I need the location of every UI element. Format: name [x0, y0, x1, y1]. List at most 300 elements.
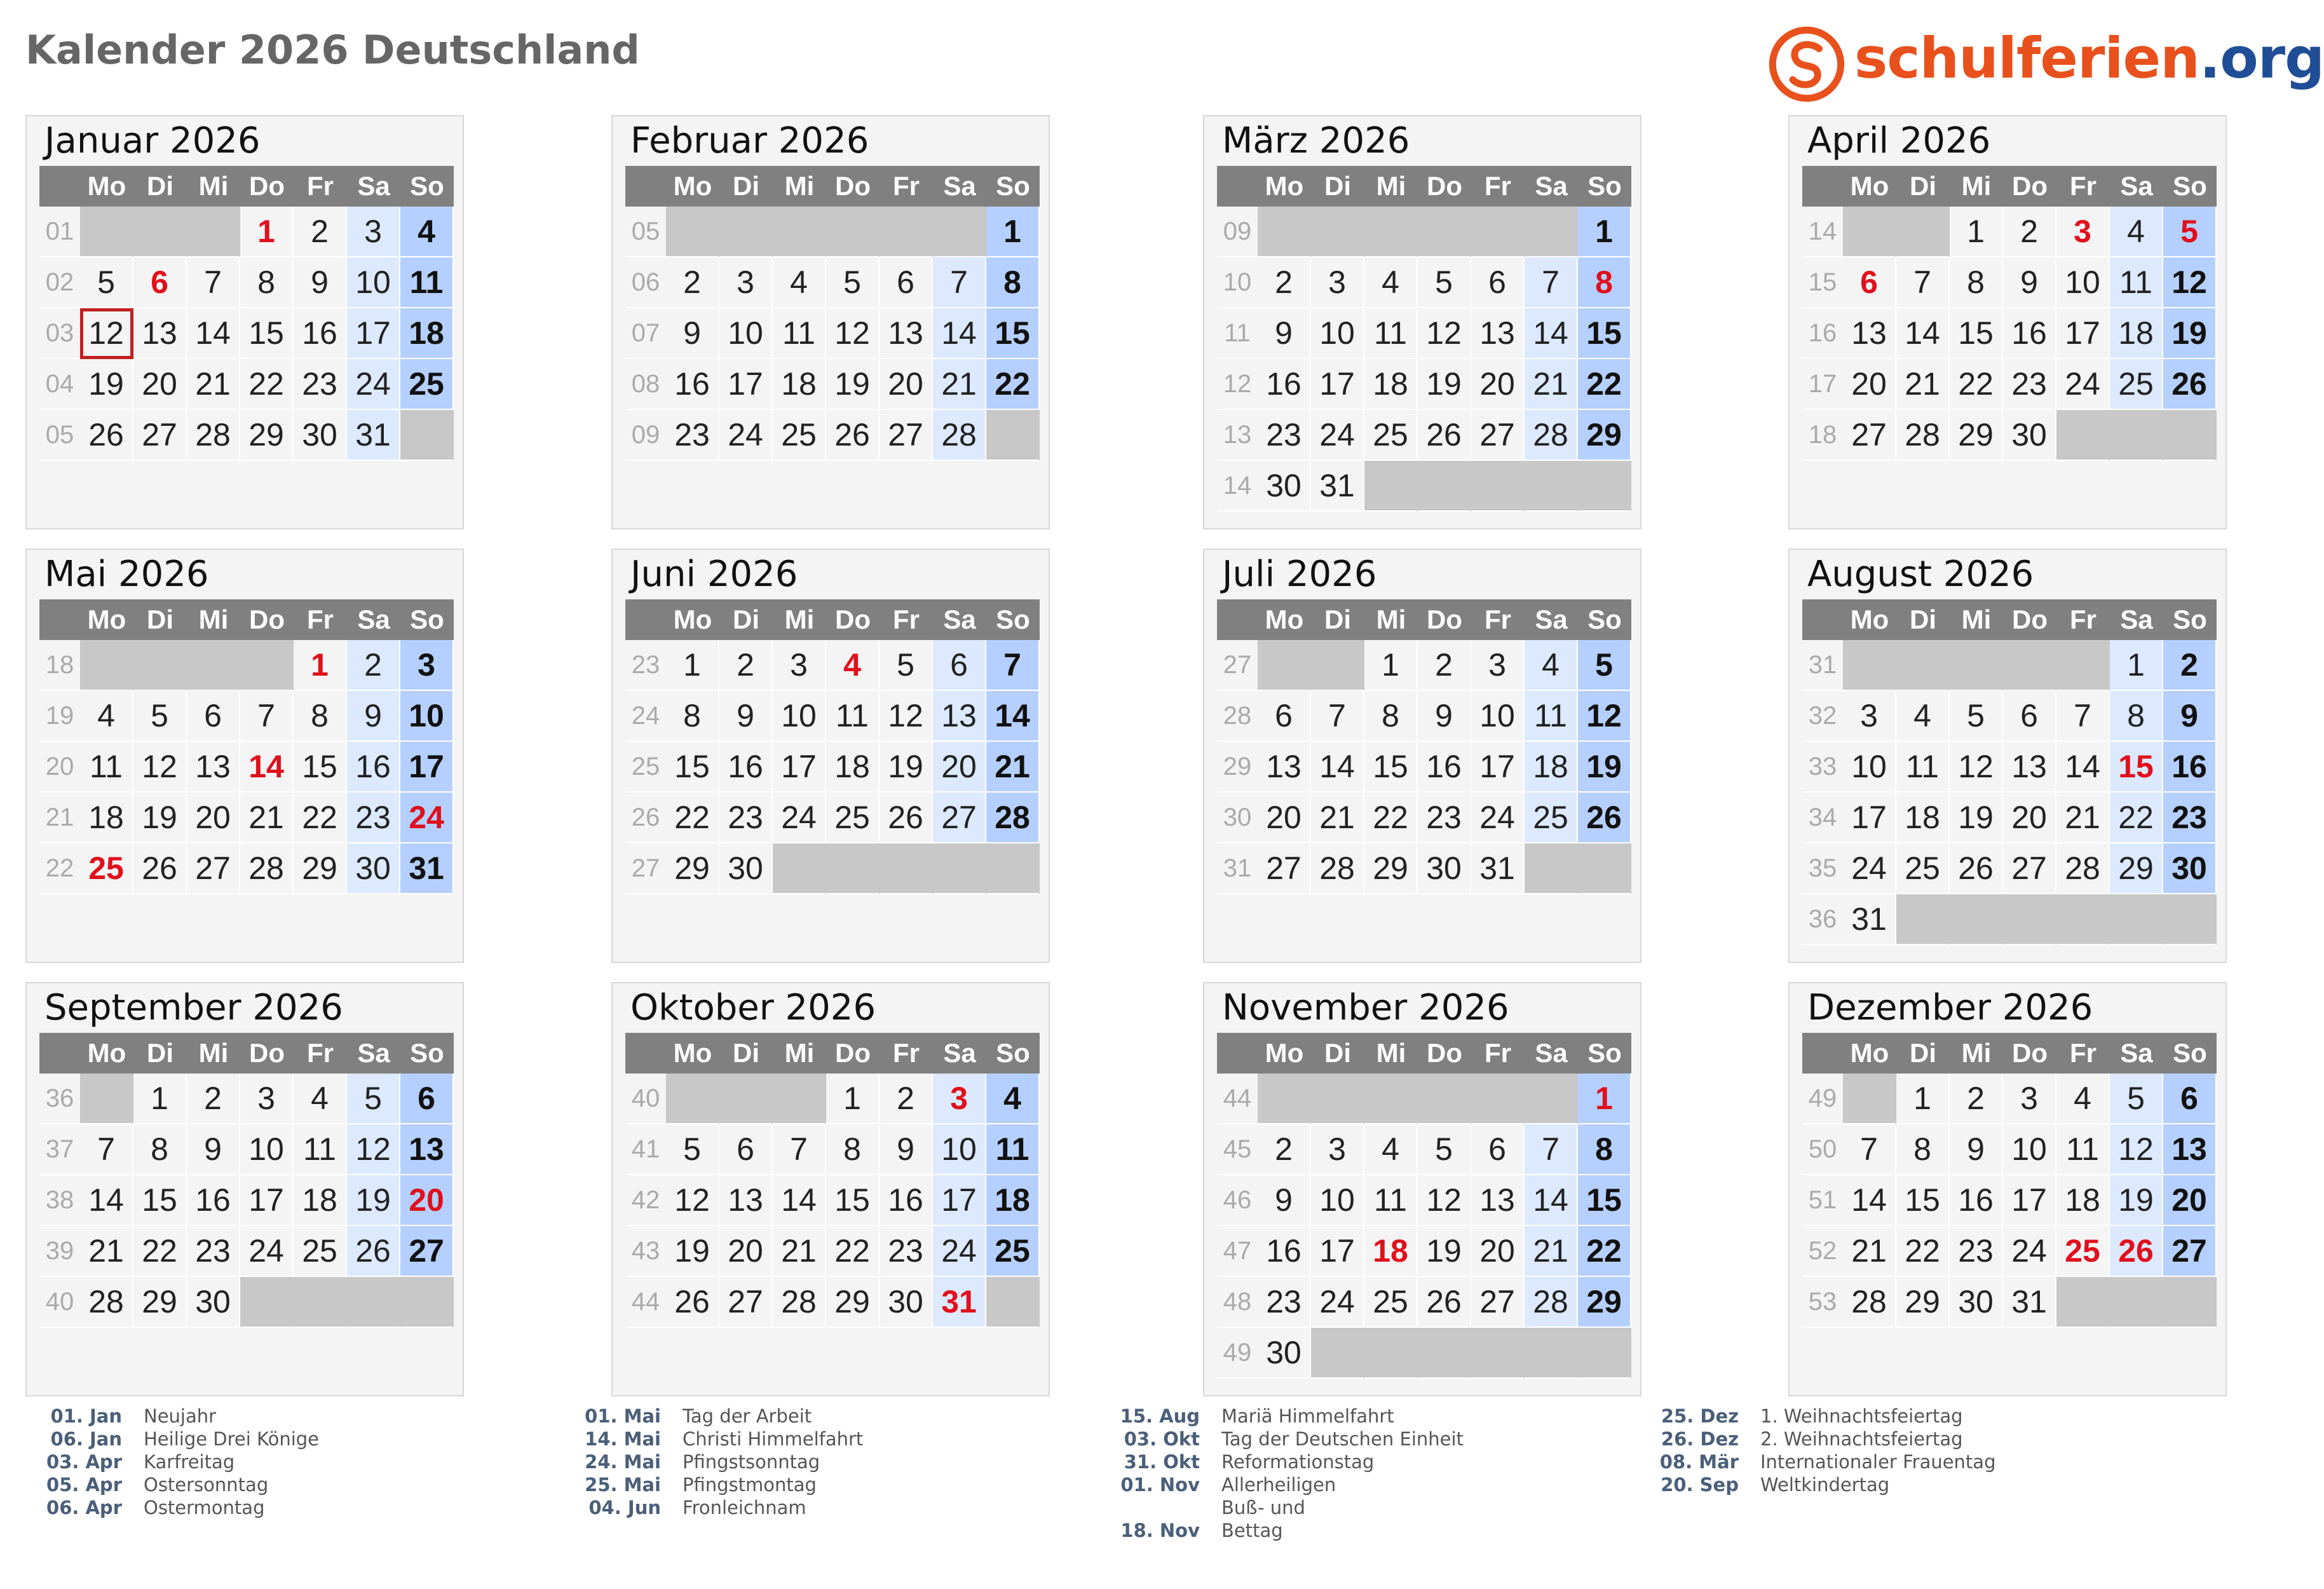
day-cell[interactable]: 9: [1258, 1175, 1311, 1226]
day-cell[interactable]: 10: [1311, 1175, 1364, 1226]
day-cell[interactable]: 12: [1578, 691, 1631, 742]
holiday-day-cell[interactable]: 6: [1843, 257, 1896, 308]
day-cell[interactable]: 6: [880, 257, 933, 308]
day-cell[interactable]: 29: [294, 843, 347, 894]
day-cell[interactable]: 3: [773, 640, 826, 691]
day-cell[interactable]: 4: [986, 1074, 1040, 1124]
day-cell[interactable]: 21: [80, 1226, 133, 1277]
day-cell[interactable]: 14: [986, 691, 1040, 742]
day-cell[interactable]: 21: [1311, 793, 1364, 843]
day-cell[interactable]: 22: [133, 1226, 187, 1277]
day-cell[interactable]: 17: [2056, 308, 2110, 359]
day-cell[interactable]: 28: [1843, 1277, 1896, 1328]
day-cell[interactable]: 18: [400, 308, 454, 359]
day-cell[interactable]: 9: [719, 691, 773, 742]
day-cell[interactable]: 9: [294, 257, 347, 308]
day-cell[interactable]: 31: [1471, 843, 1525, 894]
day-cell[interactable]: 7: [773, 1124, 826, 1175]
day-cell[interactable]: 31: [1843, 894, 1896, 945]
day-cell[interactable]: 21: [986, 742, 1040, 793]
day-cell[interactable]: 14: [2056, 742, 2110, 793]
day-cell[interactable]: 11: [986, 1124, 1040, 1175]
day-cell[interactable]: 18: [826, 742, 880, 793]
day-cell[interactable]: 30: [1258, 1328, 1311, 1379]
day-cell[interactable]: 4: [80, 691, 133, 742]
day-cell[interactable]: 10: [1311, 308, 1364, 359]
day-cell[interactable]: 25: [986, 1226, 1040, 1277]
day-cell[interactable]: 30: [294, 410, 347, 461]
day-cell[interactable]: 11: [400, 257, 454, 308]
day-cell[interactable]: 6: [719, 1124, 773, 1175]
day-cell[interactable]: 19: [133, 793, 187, 843]
day-cell[interactable]: 30: [1418, 843, 1471, 894]
day-cell[interactable]: 23: [1950, 1226, 2003, 1277]
day-cell[interactable]: 15: [1578, 1175, 1631, 1226]
day-cell[interactable]: 24: [240, 1226, 294, 1277]
day-cell[interactable]: 2: [666, 257, 719, 308]
day-cell[interactable]: 13: [400, 1124, 454, 1175]
day-cell[interactable]: 21: [933, 359, 986, 410]
day-cell[interactable]: 28: [986, 793, 1040, 843]
day-cell[interactable]: 16: [2163, 742, 2217, 793]
day-cell[interactable]: 6: [1258, 691, 1311, 742]
day-cell[interactable]: 30: [187, 1277, 240, 1328]
day-cell[interactable]: 29: [133, 1277, 187, 1328]
day-cell[interactable]: 22: [986, 359, 1040, 410]
day-cell[interactable]: 2: [880, 1074, 933, 1124]
holiday-day-cell[interactable]: 1: [1578, 1074, 1631, 1124]
day-cell[interactable]: 25: [1896, 843, 1950, 894]
day-cell[interactable]: 23: [1418, 793, 1471, 843]
day-cell[interactable]: 11: [1896, 742, 1950, 793]
day-cell[interactable]: 29: [1896, 1277, 1950, 1328]
day-cell[interactable]: 6: [187, 691, 240, 742]
day-cell[interactable]: 18: [2110, 308, 2163, 359]
day-cell[interactable]: 18: [1525, 742, 1578, 793]
holiday-day-cell[interactable]: 14: [240, 742, 294, 793]
day-cell[interactable]: 25: [294, 1226, 347, 1277]
day-cell[interactable]: 7: [1525, 1124, 1578, 1175]
day-cell[interactable]: 9: [187, 1124, 240, 1175]
day-cell[interactable]: 7: [187, 257, 240, 308]
day-cell[interactable]: 23: [187, 1226, 240, 1277]
day-cell[interactable]: 17: [773, 742, 826, 793]
day-cell[interactable]: 30: [1258, 461, 1311, 512]
day-cell[interactable]: 11: [2056, 1124, 2110, 1175]
day-cell[interactable]: 5: [666, 1124, 719, 1175]
day-cell[interactable]: 14: [1843, 1175, 1896, 1226]
day-cell[interactable]: 21: [1896, 359, 1950, 410]
day-cell[interactable]: 8: [2110, 691, 2163, 742]
day-cell[interactable]: 28: [1525, 410, 1578, 461]
day-cell[interactable]: 27: [1258, 843, 1311, 894]
day-cell[interactable]: 15: [240, 308, 294, 359]
day-cell[interactable]: 6: [1471, 257, 1525, 308]
day-cell[interactable]: 19: [80, 359, 133, 410]
day-cell[interactable]: 16: [666, 359, 719, 410]
day-cell[interactable]: 28: [80, 1277, 133, 1328]
day-cell[interactable]: 5: [80, 257, 133, 308]
day-cell[interactable]: 2: [719, 640, 773, 691]
day-cell[interactable]: 2: [2003, 207, 2056, 257]
day-cell[interactable]: 27: [933, 793, 986, 843]
day-cell[interactable]: 24: [1843, 843, 1896, 894]
day-cell[interactable]: 16: [294, 308, 347, 359]
day-cell[interactable]: 12: [1418, 308, 1471, 359]
holiday-day-cell[interactable]: 31: [933, 1277, 986, 1328]
holiday-day-cell[interactable]: 3: [933, 1074, 986, 1124]
day-cell[interactable]: 19: [2163, 308, 2217, 359]
day-cell[interactable]: 1: [826, 1074, 880, 1124]
day-cell[interactable]: 2: [1258, 1124, 1311, 1175]
holiday-day-cell[interactable]: 25: [80, 843, 133, 894]
day-cell[interactable]: 16: [1950, 1175, 2003, 1226]
day-cell[interactable]: 24: [2056, 359, 2110, 410]
day-cell[interactable]: 25: [2110, 359, 2163, 410]
day-cell[interactable]: 9: [666, 308, 719, 359]
day-cell[interactable]: 4: [1364, 1124, 1418, 1175]
day-cell[interactable]: 19: [1950, 793, 2003, 843]
day-cell[interactable]: 8: [1578, 1124, 1631, 1175]
day-cell[interactable]: 9: [1418, 691, 1471, 742]
day-cell[interactable]: 7: [933, 257, 986, 308]
day-cell[interactable]: 16: [347, 742, 400, 793]
day-cell[interactable]: 16: [880, 1175, 933, 1226]
day-cell[interactable]: 17: [400, 742, 454, 793]
holiday-day-cell[interactable]: 6: [133, 257, 187, 308]
day-cell[interactable]: 25: [1364, 410, 1418, 461]
day-cell[interactable]: 22: [1896, 1226, 1950, 1277]
day-cell[interactable]: 7: [1896, 257, 1950, 308]
day-cell[interactable]: 26: [1950, 843, 2003, 894]
day-cell[interactable]: 14: [773, 1175, 826, 1226]
day-cell[interactable]: 12: [826, 308, 880, 359]
day-cell[interactable]: 19: [2110, 1175, 2163, 1226]
day-cell[interactable]: 27: [2163, 1226, 2217, 1277]
day-cell[interactable]: 8: [1896, 1124, 1950, 1175]
site-logo[interactable]: [1768, 23, 2324, 104]
day-cell[interactable]: 16: [2003, 308, 2056, 359]
day-cell[interactable]: 10: [1471, 691, 1525, 742]
day-cell[interactable]: 2: [2163, 640, 2217, 691]
day-cell[interactable]: 5: [2110, 1074, 2163, 1124]
day-cell[interactable]: 5: [880, 640, 933, 691]
day-cell[interactable]: 26: [80, 410, 133, 461]
day-cell[interactable]: 3: [347, 207, 400, 257]
day-cell[interactable]: 22: [240, 359, 294, 410]
day-cell[interactable]: 5: [347, 1074, 400, 1124]
day-cell[interactable]: 21: [1843, 1226, 1896, 1277]
day-cell[interactable]: 24: [933, 1226, 986, 1277]
day-cell[interactable]: 10: [2003, 1124, 2056, 1175]
day-cell[interactable]: 1: [1950, 207, 2003, 257]
day-cell[interactable]: 21: [1525, 359, 1578, 410]
day-cell[interactable]: 2: [1950, 1074, 2003, 1124]
day-cell[interactable]: 7: [2056, 691, 2110, 742]
day-cell[interactable]: 12: [133, 742, 187, 793]
holiday-day-cell[interactable]: 3: [2056, 207, 2110, 257]
day-cell[interactable]: 28: [933, 410, 986, 461]
day-cell[interactable]: 11: [80, 742, 133, 793]
holiday-day-cell[interactable]: 8: [1578, 257, 1631, 308]
day-cell[interactable]: 14: [1525, 1175, 1578, 1226]
day-cell[interactable]: 8: [133, 1124, 187, 1175]
day-cell[interactable]: 7: [1311, 691, 1364, 742]
holiday-day-cell[interactable]: 5: [2163, 207, 2217, 257]
day-cell[interactable]: 16: [1258, 1226, 1311, 1277]
day-cell[interactable]: 8: [666, 691, 719, 742]
day-cell[interactable]: 20: [2003, 793, 2056, 843]
day-cell[interactable]: 28: [240, 843, 294, 894]
day-cell[interactable]: 1: [986, 207, 1040, 257]
day-cell[interactable]: 20: [1258, 793, 1311, 843]
day-cell[interactable]: 4: [1364, 257, 1418, 308]
day-cell[interactable]: 20: [880, 359, 933, 410]
day-cell[interactable]: 25: [773, 410, 826, 461]
day-cell[interactable]: 14: [1896, 308, 1950, 359]
day-cell[interactable]: 6: [400, 1074, 454, 1124]
day-cell[interactable]: 21: [2056, 793, 2110, 843]
day-cell[interactable]: 23: [347, 793, 400, 843]
day-cell[interactable]: 23: [880, 1226, 933, 1277]
day-cell[interactable]: 12: [2163, 257, 2217, 308]
day-cell[interactable]: 4: [773, 257, 826, 308]
day-cell[interactable]: 24: [2003, 1226, 2056, 1277]
day-cell[interactable]: 15: [133, 1175, 187, 1226]
day-cell[interactable]: 18: [80, 793, 133, 843]
day-cell[interactable]: 29: [1950, 410, 2003, 461]
day-cell[interactable]: 19: [826, 359, 880, 410]
day-cell[interactable]: 10: [719, 308, 773, 359]
day-cell[interactable]: 15: [1950, 308, 2003, 359]
day-cell[interactable]: 13: [1471, 308, 1525, 359]
day-cell[interactable]: 12: [1950, 742, 2003, 793]
day-cell[interactable]: 14: [187, 308, 240, 359]
day-cell[interactable]: 31: [1311, 461, 1364, 512]
day-cell[interactable]: 21: [187, 359, 240, 410]
day-cell[interactable]: 31: [347, 410, 400, 461]
day-cell[interactable]: 1: [1364, 640, 1418, 691]
day-cell[interactable]: 10: [1843, 742, 1896, 793]
day-cell[interactable]: 20: [1471, 1226, 1525, 1277]
day-cell[interactable]: 19: [1418, 1226, 1471, 1277]
day-cell[interactable]: 10: [347, 257, 400, 308]
day-cell[interactable]: 13: [1471, 1175, 1525, 1226]
holiday-day-cell[interactable]: 25: [2056, 1226, 2110, 1277]
day-cell[interactable]: 28: [1311, 843, 1364, 894]
day-cell[interactable]: 9: [1258, 308, 1311, 359]
holiday-day-cell[interactable]: 1: [294, 640, 347, 691]
day-cell[interactable]: 17: [240, 1175, 294, 1226]
day-cell[interactable]: 4: [294, 1074, 347, 1124]
day-cell[interactable]: 18: [2056, 1175, 2110, 1226]
day-cell[interactable]: 7: [986, 640, 1040, 691]
day-cell[interactable]: 13: [2003, 742, 2056, 793]
day-cell[interactable]: 31: [2003, 1277, 2056, 1328]
day-cell[interactable]: 12: [347, 1124, 400, 1175]
day-cell[interactable]: 8: [1950, 257, 2003, 308]
day-cell[interactable]: 17: [719, 359, 773, 410]
day-cell[interactable]: 20: [719, 1226, 773, 1277]
day-cell[interactable]: 20: [2163, 1175, 2217, 1226]
day-cell[interactable]: 3: [240, 1074, 294, 1124]
day-cell[interactable]: 9: [880, 1124, 933, 1175]
day-cell[interactable]: 3: [1843, 691, 1896, 742]
day-cell[interactable]: 27: [719, 1277, 773, 1328]
day-cell[interactable]: 22: [666, 793, 719, 843]
day-cell[interactable]: 13: [933, 691, 986, 742]
day-cell[interactable]: 6: [2003, 691, 2056, 742]
day-cell[interactable]: 18: [986, 1175, 1040, 1226]
day-cell[interactable]: 22: [1364, 793, 1418, 843]
day-cell[interactable]: 3: [2003, 1074, 2056, 1124]
day-cell[interactable]: 15: [294, 742, 347, 793]
day-cell[interactable]: 6: [2163, 1074, 2217, 1124]
day-cell[interactable]: 14: [80, 1175, 133, 1226]
day-cell[interactable]: 28: [773, 1277, 826, 1328]
day-cell[interactable]: 17: [1311, 359, 1364, 410]
day-cell[interactable]: 17: [2003, 1175, 2056, 1226]
day-cell[interactable]: 7: [1525, 257, 1578, 308]
day-cell[interactable]: 9: [2003, 257, 2056, 308]
day-cell[interactable]: 6: [1471, 1124, 1525, 1175]
day-cell[interactable]: 27: [880, 410, 933, 461]
day-cell[interactable]: 8: [826, 1124, 880, 1175]
holiday-day-cell[interactable]: 15: [2110, 742, 2163, 793]
day-cell[interactable]: 20: [187, 793, 240, 843]
day-cell[interactable]: 30: [2163, 843, 2217, 894]
day-cell[interactable]: 24: [347, 359, 400, 410]
day-cell[interactable]: 21: [773, 1226, 826, 1277]
day-cell[interactable]: 4: [1896, 691, 1950, 742]
holiday-day-cell[interactable]: 20: [400, 1175, 454, 1226]
day-cell[interactable]: 16: [1258, 359, 1311, 410]
day-cell[interactable]: 16: [719, 742, 773, 793]
day-cell[interactable]: 1: [133, 1074, 187, 1124]
day-cell[interactable]: 20: [933, 742, 986, 793]
day-cell[interactable]: 30: [880, 1277, 933, 1328]
day-cell[interactable]: 23: [719, 793, 773, 843]
day-cell[interactable]: 30: [1950, 1277, 2003, 1328]
day-cell[interactable]: 4: [2056, 1074, 2110, 1124]
day-cell[interactable]: 2: [1418, 640, 1471, 691]
day-cell[interactable]: 8: [1364, 691, 1418, 742]
day-cell[interactable]: 12: [666, 1175, 719, 1226]
day-cell[interactable]: 9: [2163, 691, 2217, 742]
day-cell[interactable]: 7: [240, 691, 294, 742]
day-cell[interactable]: 5: [826, 257, 880, 308]
day-cell[interactable]: 2: [1258, 257, 1311, 308]
day-cell[interactable]: 22: [1578, 359, 1631, 410]
day-cell[interactable]: 14: [1525, 308, 1578, 359]
day-cell[interactable]: 14: [1311, 742, 1364, 793]
holiday-day-cell[interactable]: 24: [400, 793, 454, 843]
holiday-day-cell[interactable]: 1: [240, 207, 294, 257]
day-cell[interactable]: 4: [400, 207, 454, 257]
day-cell[interactable]: 18: [1364, 359, 1418, 410]
day-cell[interactable]: 27: [2003, 843, 2056, 894]
day-cell[interactable]: 26: [1418, 1277, 1471, 1328]
day-cell[interactable]: 2: [187, 1074, 240, 1124]
day-cell[interactable]: 9: [347, 691, 400, 742]
day-cell[interactable]: 14: [933, 308, 986, 359]
day-cell[interactable]: 15: [1896, 1175, 1950, 1226]
day-cell[interactable]: 23: [666, 410, 719, 461]
day-cell[interactable]: 15: [1364, 742, 1418, 793]
day-cell[interactable]: 11: [826, 691, 880, 742]
day-cell[interactable]: 24: [1471, 793, 1525, 843]
day-cell[interactable]: 30: [719, 843, 773, 894]
day-cell[interactable]: 29: [2110, 843, 2163, 894]
holiday-day-cell[interactable]: 4: [826, 640, 880, 691]
day-cell[interactable]: 10: [400, 691, 454, 742]
day-cell[interactable]: 9: [1950, 1124, 2003, 1175]
day-cell[interactable]: 19: [1578, 742, 1631, 793]
day-cell[interactable]: 26: [133, 843, 187, 894]
day-cell[interactable]: 22: [826, 1226, 880, 1277]
day-cell[interactable]: 15: [986, 308, 1040, 359]
day-cell[interactable]: 27: [1843, 410, 1896, 461]
day-cell[interactable]: 1: [2110, 640, 2163, 691]
day-cell[interactable]: 29: [1578, 1277, 1631, 1328]
day-cell[interactable]: 29: [1578, 410, 1631, 461]
day-cell[interactable]: 26: [880, 793, 933, 843]
day-cell[interactable]: 5: [133, 691, 187, 742]
day-cell[interactable]: 26: [826, 410, 880, 461]
day-cell[interactable]: 4: [1525, 640, 1578, 691]
holiday-day-cell[interactable]: 18: [1364, 1226, 1418, 1277]
day-cell[interactable]: 25: [826, 793, 880, 843]
day-cell[interactable]: 13: [1258, 742, 1311, 793]
day-cell[interactable]: 2: [347, 640, 400, 691]
day-cell[interactable]: 27: [187, 843, 240, 894]
day-cell[interactable]: 13: [187, 742, 240, 793]
day-cell[interactable]: 23: [294, 359, 347, 410]
day-cell[interactable]: 28: [2056, 843, 2110, 894]
day-cell[interactable]: 29: [1364, 843, 1418, 894]
day-cell[interactable]: 11: [1364, 1175, 1418, 1226]
day-cell[interactable]: 18: [294, 1175, 347, 1226]
day-cell[interactable]: 5: [1418, 1124, 1471, 1175]
day-cell[interactable]: 29: [826, 1277, 880, 1328]
day-cell[interactable]: 13: [1843, 308, 1896, 359]
day-cell[interactable]: 19: [666, 1226, 719, 1277]
day-cell[interactable]: 22: [1578, 1226, 1631, 1277]
day-cell[interactable]: 8: [240, 257, 294, 308]
day-cell[interactable]: 11: [773, 308, 826, 359]
day-cell[interactable]: 12: [880, 691, 933, 742]
day-cell[interactable]: 3: [1311, 257, 1364, 308]
day-cell[interactable]: 27: [1471, 1277, 1525, 1328]
day-cell[interactable]: 21: [240, 793, 294, 843]
day-cell[interactable]: 25: [400, 359, 454, 410]
day-cell[interactable]: 16: [187, 1175, 240, 1226]
day-cell[interactable]: 20: [133, 359, 187, 410]
day-cell[interactable]: 29: [240, 410, 294, 461]
day-cell[interactable]: 10: [933, 1124, 986, 1175]
day-cell[interactable]: 31: [400, 843, 454, 894]
day-cell[interactable]: 22: [1950, 359, 2003, 410]
day-cell[interactable]: 11: [1525, 691, 1578, 742]
day-cell[interactable]: 27: [133, 410, 187, 461]
day-cell[interactable]: 18: [773, 359, 826, 410]
today-cell[interactable]: 12: [80, 308, 133, 359]
day-cell[interactable]: 1: [1578, 207, 1631, 257]
day-cell[interactable]: 23: [2163, 793, 2217, 843]
day-cell[interactable]: 11: [1364, 308, 1418, 359]
day-cell[interactable]: 26: [1578, 793, 1631, 843]
day-cell[interactable]: 27: [400, 1226, 454, 1277]
